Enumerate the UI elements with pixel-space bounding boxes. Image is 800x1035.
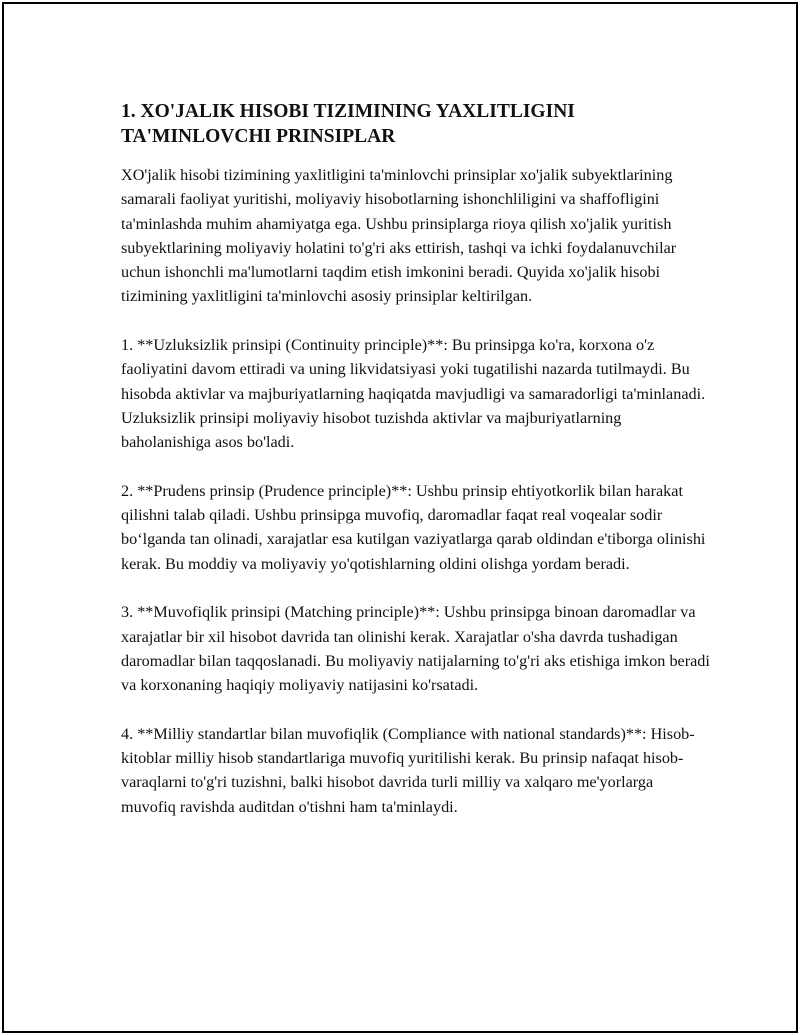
principle-matching-paragraph: 3. **Muvofiqlik prinsipi (Matching principle)**: Ushbu prinsipga binoan daromadlar va xarajatlar bir xil hisobot davrida tan olinishi kerak. Xarajatlar o'sha davrda tushadigan daromadlar bilan taqqoslanadi. Bu moliyaviy natijalarning to'g'ri aks etishiga imkon beradi va korxonaning haqiqiy moliyaviy natijasini ko'rsatadi. bbox=[121, 603, 710, 695]
principle-prudence-paragraph: 2. **Prudens prinsip (Prudence principle)**: Ushbu prinsip ehtiyotkorlik bilan harakat qilishni talab qiladi. Ushbu prinsipga muvofiq, daromadlar faqat real voqealar sodir bo‘lganda tan olinadi, xarajatlar esa kutilgan vaziyatlarga qarab oldindan e'tiborga olinishi kerak. Bu moddiy va moliyaviy yo'qotishlarning oldini olishga yordam beradi. bbox=[121, 481, 706, 573]
principle-compliance-paragraph: 4. **Milliy standartlar bilan muvofiqlik (Compliance with national standards)**: Hisob-kitoblar milliy hisob standartlariga muvofiq yuritilishi kerak. Bu prinsip nafaqat hisob-varaqlarni to'g'ri tuzishni, balki hisobot davrida turli milliy va xalqaro me'yorlarga muvofiq ravishda auditdan o'tishni ham ta'minlaydi. bbox=[121, 724, 695, 816]
document-title: 1. XO'JALIK HISOBI TIZIMINING YAXLITLIGINI TA'MINLOVCHI PRINSIPLAR bbox=[121, 101, 575, 147]
intro-paragraph: XO'jalik hisobi tizimining yaxlitligini ta'minlovchi prinsiplar xo'jalik subyektlarining samarali faoliyat yuritishi, moliyaviy hisobotlarning ishonchliligini va shaffofligini ta'minlashda muhim ahamiyatga ega. Ushbu prinsiplarga rioya qilish xo'jalik yuritish subyektlarining moliyaviy holatini to'g'ri aks ettirish, tashqi va ichki foydalanuvchilar uchun ishonchli ma'lumotlarni taqdim etish imkonini beradi. Quyida xo'jalik hisobi tizimining yaxlitligini ta'minlovchi asosiy prinsiplar keltirilgan. bbox=[121, 166, 677, 306]
principle-continuity-paragraph: 1. **Uzluksizlik prinsipi (Continuity principle)**: Bu prinsipga ko'ra, korxona o'z faoliyatini davom ettiradi va uning likvidatsiyasi yoki tugatilishi nazarda tutilmaydi. Bu hisobda aktivlar va majburiyatlarning haqiqatda mavjudligi va samaradorligi ta'minlanadi. Uzluksizlik prinsipi moliyaviy hisobot tuzishda aktivlar va majburiyatlarning baholanishiga asos bo'ladi. bbox=[121, 336, 706, 452]
page-frame bbox=[2, 2, 798, 1033]
document-body bbox=[121, 99, 711, 819]
